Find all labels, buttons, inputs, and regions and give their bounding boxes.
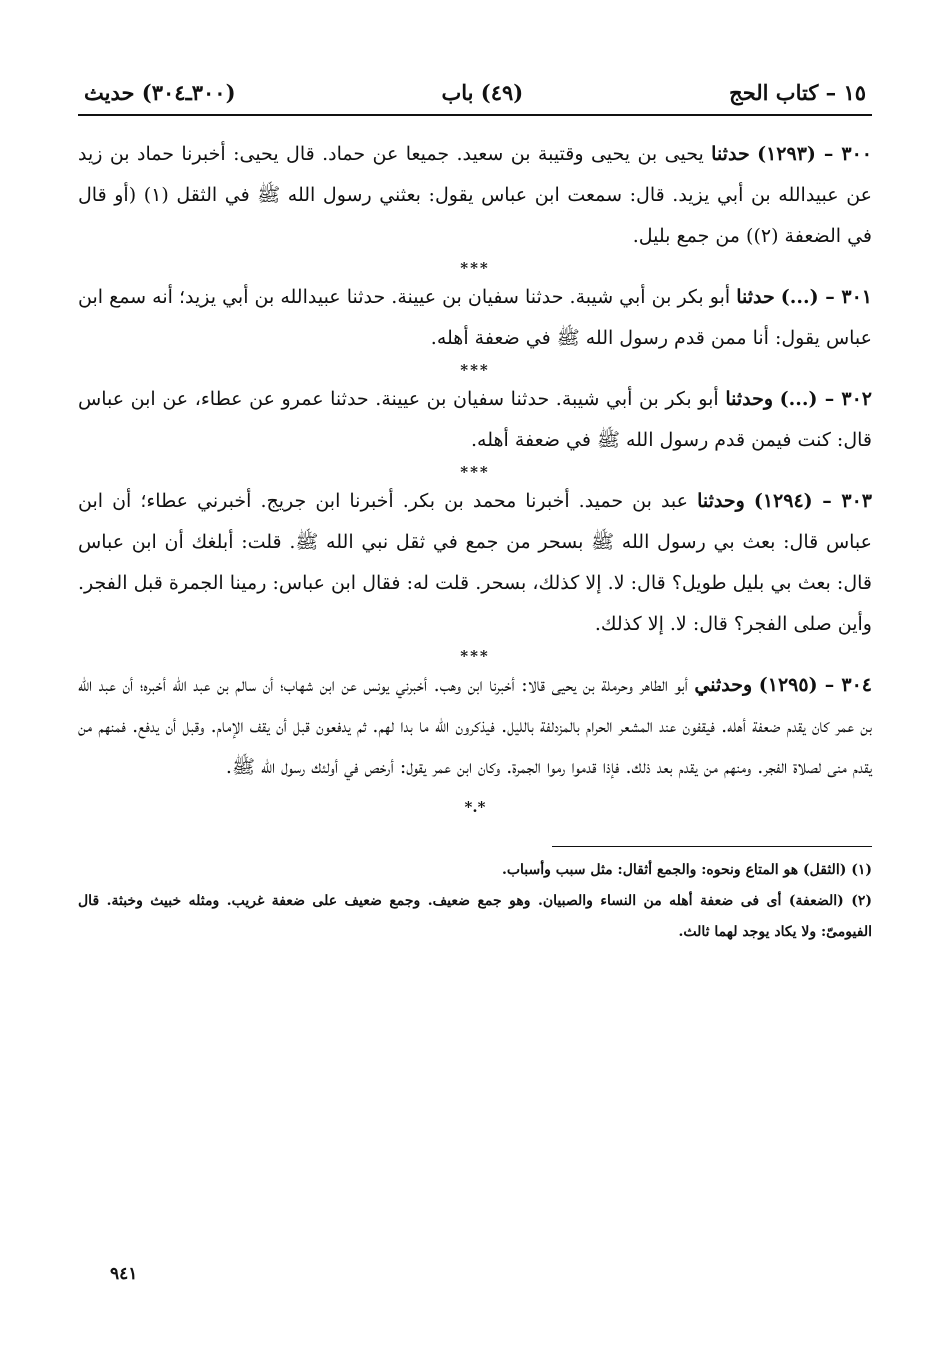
separator-stars: *** xyxy=(460,361,490,379)
hadith-302 xyxy=(78,379,872,461)
end-mark: *.* xyxy=(464,798,486,816)
hadith-300 xyxy=(78,134,872,257)
hadith-text: أبو الطاهر وحرملة بن يحيى قالا: أخبرنا ابن وهب. أخبرني يونس عن ابن شهاب؛ أن سالم بن عبد الله أخبره؛ أن عبد الله بن عمر كان يقدم ضعفة أهله. فيقفون عند المشعر الحرام بالمزدلفة بالليل. فيذكرون الله ما بدا لهم. ثم يدفعون قبل أن يقف الإمام. وقبل أن يدفع. فمنهم من يقدم منى لصلاة الفجر. ومنهم من يقدم بعد ذلك. فإذا قدموا رموا الجمرة. وكان ابن عمر يقول: أرخص في أولئك رسول الله ﷺ. xyxy=(78,674,872,778)
hadith-body xyxy=(78,134,872,816)
hadith-number: ٣٠٤ – (١٢٩٥) xyxy=(758,674,872,696)
hadith-lead: حدثنا xyxy=(736,286,775,308)
separator-stars: *** xyxy=(460,647,490,665)
hadith-range: (٣٠٠ـ٣٠٤) حديث xyxy=(84,80,236,105)
footnotes xyxy=(78,855,872,948)
chapter-title: ١٥ – كتاب الحج xyxy=(729,80,866,105)
footnote-1: (١) (الثقل) هو المتاع ونحوه: والجمع أثقال: مثل سبب وأسباب. xyxy=(501,862,872,878)
footnote-rule xyxy=(552,846,872,847)
page-number: ٩٤١ xyxy=(110,1264,138,1284)
running-header xyxy=(78,78,872,114)
hadith-lead: وحدثنا xyxy=(697,490,745,512)
hadith-lead: وحدثني xyxy=(694,674,753,696)
hadith-number: ٣٠١ – (...) xyxy=(780,286,872,308)
hadith-303 xyxy=(78,481,872,645)
separator-stars: *** xyxy=(460,259,490,277)
hadith-lead: حدثنا xyxy=(711,143,750,165)
hadith-text: عبد بن حميد. أخبرنا محمد بن بكر. أخبرنا ابن جريج. أخبرني عطاء؛ أن ابن عباس قال: بعث بي رسول الله ﷺ بسحر من جمع في ثقل نبي الله ﷺ. قلت: أبلغك أن ابن عباس قال: بعث بي بليل طويل؟ قال: لا. إلا كذلك، بسحر. قلت له: فقال ابن عباس: رمينا الجمرة قبل الفجر. وأين صلى الفجر؟ قال: لا. إلا كذلك. xyxy=(78,490,872,635)
hadith-text: أبو بكر بن أبي شيبة. حدثنا سفيان بن عيينة. حدثنا عمرو عن عطاء، عن ابن عباس قال: كنت فيمن قدم رسول الله ﷺ في ضعفة أهله. xyxy=(78,388,872,451)
hadith-lead: وحدثنا xyxy=(725,388,774,410)
footnote-2: (٢) (الضعفة) أى فى ضعفة أهله من النساء والصبيان. وهو جمع ضعيف. وجمع ضعيف على ضعفة غريب. ومثله خبيث وخبثة. قال الفيومىّ: ولا يكاد يوجد لهما ثالث. xyxy=(78,893,872,940)
hadith-304 xyxy=(78,665,872,788)
separator-stars: *** xyxy=(460,463,490,481)
hadith-number: ٣٠٠ – (١٢٩٣) xyxy=(757,143,872,165)
header-rule xyxy=(78,114,872,116)
hadith-number: ٣٠٢ – (...) xyxy=(779,388,873,410)
chapter-number: (٤٩) باب xyxy=(441,80,524,105)
hadith-number: ٣٠٣ – (١٢٩٤) xyxy=(753,490,872,512)
hadith-text: يحيى بن يحيى وقتيبة بن سعيد. جميعا عن حماد. قال يحيى: أخبرنا حماد بن زيد عن عبيدالله بن أبي يزيد. قال: سمعت ابن عباس يقول: بعثني رسول الله ﷺ في الثقل (١) (أو قال في الضعفة (٢)) من جمع بليل. xyxy=(78,143,872,247)
hadith-301 xyxy=(78,277,872,359)
hadith-text: أبو بكر بن أبي شيبة. حدثنا سفيان بن عيينة. حدثنا عبيدالله بن أبي يزيد؛ أنه سمع ابن عباس يقول: أنا ممن قدم رسول الله ﷺ في ضعفة أهله. xyxy=(78,286,872,349)
